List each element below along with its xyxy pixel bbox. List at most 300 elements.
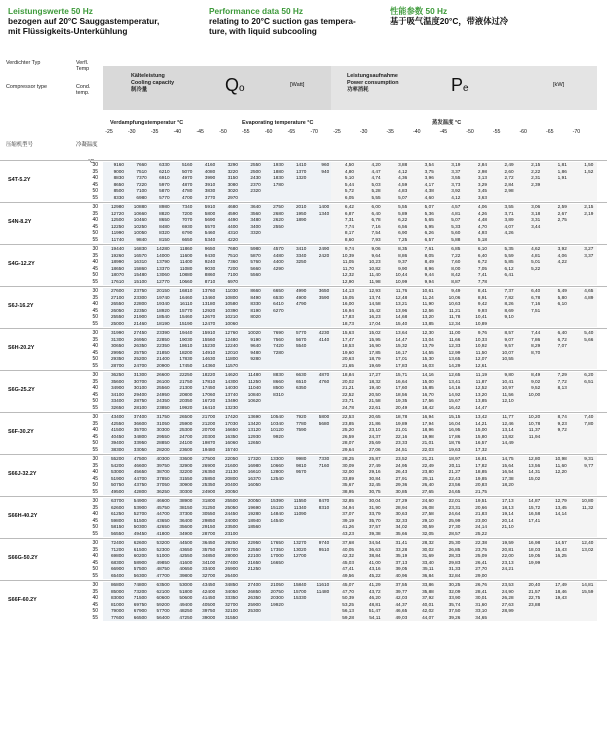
power-cell: 11,50 — [475, 349, 487, 355]
capacity-cell: 37050 — [156, 482, 170, 487]
capacity-cell: 52300 — [156, 546, 170, 552]
power-cell: 17,60 — [395, 385, 408, 390]
capacity-cell: 4760 — [318, 378, 330, 384]
capacity-cell: 31550 — [224, 614, 238, 620]
power-cell: 10,33 — [475, 336, 487, 342]
power-cell: 2,15 — [584, 204, 594, 209]
capacity-cell: 45650 — [133, 469, 147, 474]
capacity-cell: 25900 — [179, 420, 193, 426]
power-cell: 13,85 — [422, 320, 434, 326]
power-cell: 37,07 — [342, 511, 354, 516]
capacity-cell: 16610 — [247, 469, 261, 474]
power-cell: 4,12 — [398, 168, 408, 174]
power-cell: 17,82 — [475, 462, 487, 468]
capacity-cell: 42800 — [133, 488, 147, 494]
cond-temp: 30 — [92, 414, 98, 420]
power-cell: 3,13 — [477, 175, 487, 180]
capacity-cell: 23850 — [156, 404, 170, 410]
capacity-cell: 12930 — [247, 433, 261, 439]
cond-temp: 45 — [92, 475, 98, 482]
capacity-cell: 43750 — [133, 482, 147, 487]
power-cell: 6,05 — [344, 194, 354, 200]
capacity-cell: 14300 — [224, 378, 238, 384]
power-cell: 4,59 — [398, 181, 408, 187]
power-cell: 18,84 — [342, 372, 354, 377]
cond-temp: 30 — [92, 330, 98, 336]
power-cell: 10,80 — [581, 498, 594, 503]
capacity-cell: 4490 — [227, 217, 238, 222]
power-cell: 33,90 — [448, 595, 461, 600]
capacity-cell: 9840 — [136, 236, 147, 242]
header-chinese — [390, 6, 600, 26]
capacity-cell: 79000 — [110, 608, 124, 613]
evap-col-header: -35 — [150, 129, 159, 135]
capacity-cell: 54900 — [133, 498, 147, 503]
power-cell: 7,72 — [557, 378, 567, 384]
capacity-cell: 7660 — [136, 162, 147, 167]
power-cell: 28,33 — [448, 553, 461, 558]
table-row — [331, 573, 597, 580]
cond-temp: 45 — [92, 391, 98, 398]
capacity-cell: 22050 — [224, 456, 238, 461]
table-row — [103, 405, 331, 412]
power-cell: 2,22 — [531, 168, 541, 174]
power-cell: 47,70 — [342, 588, 354, 594]
power-cell: 3,75 — [424, 168, 434, 174]
capacity-cell: 21130 — [225, 469, 238, 474]
capacity-cell: 52700 — [133, 511, 147, 516]
power-cell: 12,56 — [422, 307, 434, 313]
power-cell: 16,90 — [368, 343, 381, 348]
power-cell: 35,74 — [448, 601, 461, 607]
cond-temp: 35 — [92, 462, 98, 469]
cond-temp: 35 — [92, 294, 98, 301]
power-cell: 13,82 — [501, 433, 514, 439]
cond-temp: 50 — [92, 608, 98, 614]
header-zh-line1: 基于吸气温度20°C，带液体过冷 — [390, 16, 509, 26]
capacity-cell: 57700 — [156, 608, 170, 613]
power-cell: 35,67 — [342, 482, 354, 487]
capacity-cell: 7510 — [227, 252, 238, 258]
power-cell: 4,81 — [531, 252, 541, 258]
power-cell: 14,16 — [448, 385, 461, 390]
power-cell: 21,57 — [528, 588, 541, 594]
capacity-cell: 8660 — [250, 288, 261, 293]
power-cell: 7,25 — [398, 236, 408, 242]
cond-temp: 50 — [92, 272, 98, 278]
power-cell: 26,28 — [501, 595, 514, 600]
power-cell: 5,01 — [531, 259, 541, 264]
capacity-cell: 2420 — [318, 252, 330, 258]
power-cell: 4,47 — [371, 168, 381, 174]
power-cell: 30,04 — [368, 498, 381, 503]
power-cell: 14,57 — [555, 540, 567, 545]
cond-temp: 35 — [92, 252, 98, 259]
power-cell: 14,14 — [555, 511, 567, 516]
power-cell: 7,82 — [504, 294, 514, 300]
power-cell: 35,11 — [422, 566, 434, 571]
capacity-cell: 36600 — [133, 420, 147, 426]
power-cell: 39,38 — [368, 530, 381, 536]
capacity-cell: 37850 — [156, 475, 170, 481]
capacity-cell: 17610 — [110, 278, 124, 284]
capacity-cell: 39000 — [202, 614, 216, 620]
power-cell: 19,35 — [395, 398, 408, 403]
capacity-cell: 38300 — [110, 446, 124, 452]
power-cell: 13,65 — [448, 356, 461, 361]
power-cell: 21,83 — [475, 511, 487, 516]
power-cell: 12,90 — [342, 278, 354, 284]
capacity-cell: 26100 — [156, 378, 170, 384]
power-cell: 12,93 — [368, 288, 381, 293]
capacity-cell: 9000 — [113, 168, 124, 174]
capacity-cell: 13760 — [202, 288, 216, 293]
capacity-cell: 6650 — [273, 288, 284, 293]
power-cell: 22,43 — [448, 475, 461, 481]
label-verdichter-typ: Verdichter Typ — [6, 60, 41, 66]
capacity-cell: 3650 — [318, 288, 330, 293]
capacity-cell: 13300 — [270, 456, 284, 461]
capacity-cell: 40500 — [202, 601, 216, 607]
capacity-cell: 2370 — [250, 181, 261, 187]
power-cell: 8,42 — [451, 272, 461, 277]
capacity-cell: 16720 — [202, 398, 216, 403]
power-cell: 5,59 — [504, 252, 514, 258]
capacity-cell: 11740 — [111, 236, 124, 242]
power-cell: 49,03 — [395, 614, 408, 620]
power-cell: 5,80 — [557, 294, 567, 300]
power-cell: 27,29 — [395, 498, 408, 503]
power-cell: 6,00 — [371, 204, 381, 209]
power-cell: 31,41 — [395, 540, 408, 545]
power-cell: 19,51 — [475, 498, 487, 503]
capacity-cell: 71200 — [110, 546, 124, 552]
power-cell: 14,81 — [581, 582, 594, 587]
power-cell: 4,26 — [477, 210, 487, 216]
power-cell: 28,94 — [395, 504, 408, 510]
p-unit: [kW] — [553, 82, 565, 88]
power-cell: 9,94 — [424, 278, 434, 284]
power-cell: 6,10 — [557, 301, 567, 306]
power-cell: 31,60 — [475, 601, 487, 607]
cond-temp: 45 — [92, 517, 98, 524]
capacity-cell: 7590 — [295, 427, 307, 432]
power-cell: 15,67 — [448, 398, 461, 403]
capacity-cell: 6530 — [273, 294, 284, 300]
capacity-cell: 14840 — [270, 511, 284, 516]
capacity-cell: 2500 — [250, 168, 261, 174]
power-cell: 11,76 — [395, 288, 408, 293]
capacity-cell: 9190 — [250, 336, 261, 342]
table-row — [331, 363, 597, 370]
capacity-cell: 5770 — [159, 194, 170, 200]
capacity-cell: 7510 — [136, 168, 147, 174]
capacity-cell: 11400 — [179, 259, 193, 264]
capacity-cell: 26550 — [110, 301, 124, 306]
power-cell: 4,48 — [477, 217, 487, 222]
power-cell: 4,22 — [557, 259, 567, 264]
capacity-cell: 17000 — [270, 553, 284, 558]
power-cell: 2,75 — [557, 217, 567, 222]
power-cell: 15,00 — [422, 378, 434, 384]
cooling-capacity-block — [103, 582, 331, 621]
compressor-group — [0, 202, 607, 244]
capacity-cell: 13790 — [156, 259, 170, 264]
power-cell: 40,96 — [395, 572, 408, 578]
capacity-cell: 1370 — [295, 168, 307, 174]
capacity-cell: 11080 — [179, 265, 193, 271]
capacity-cell: 18220 — [202, 372, 216, 377]
power-cell: 2,59 — [557, 204, 567, 209]
cond-temp: 35 — [92, 168, 98, 175]
q-symbol-sub: o — [239, 83, 245, 94]
capacity-cell: 16980 — [247, 462, 261, 468]
power-cell: 13,20 — [475, 391, 487, 397]
capacity-cell: 53900 — [133, 504, 147, 510]
power-cell: 3,63 — [477, 194, 487, 200]
capacity-cell: 10250 — [133, 223, 147, 229]
power-cell: 10,44 — [395, 272, 408, 277]
capacity-cell: 22350 — [133, 307, 147, 313]
capacity-cell: 51500 — [133, 517, 147, 523]
power-cell: 10,92 — [475, 343, 487, 348]
capacity-cell: 20150 — [156, 288, 170, 293]
capacity-cell: 5160 — [181, 162, 193, 167]
power-cell: 8,60 — [344, 236, 354, 242]
compressor-model: S4G-12.2Y — [8, 261, 35, 267]
capacity-cell: 9920 — [273, 433, 284, 439]
capacity-cell: 23500 — [224, 524, 238, 529]
power-cell: 48,81 — [368, 601, 381, 607]
cond-temp: 55 — [92, 488, 98, 495]
power-cell: 13,96 — [395, 307, 408, 313]
cond-temp-list — [78, 246, 98, 285]
power-cell: 6,26 — [424, 230, 434, 235]
capacity-cell: 11610 — [316, 582, 330, 587]
capacity-cell: 15700 — [293, 588, 307, 594]
power-cell: 4,89 — [584, 294, 594, 300]
capacity-cell: 10620 — [247, 398, 261, 403]
power-cell: 3,19 — [451, 162, 461, 167]
power-cell: 3,88 — [398, 162, 408, 167]
power-cell: 7,05 — [477, 265, 487, 271]
power-cell: 17,41 — [528, 517, 541, 523]
capacity-cell: 48250 — [179, 608, 193, 613]
cond-temp: 45 — [92, 433, 98, 440]
table-row — [103, 531, 331, 538]
power-cell: 10,97 — [501, 385, 514, 390]
capacity-cell: 29950 — [110, 349, 124, 355]
capacity-cell: 69800 — [110, 553, 124, 558]
power-cell: 25,11 — [422, 475, 434, 481]
capacity-cell: 2970 — [227, 194, 238, 200]
capacity-cell: 16410 — [202, 404, 216, 410]
capacity-cell: 60200 — [133, 553, 147, 558]
capacity-cell: 12010 — [224, 349, 238, 355]
capacity-cell: 12800 — [270, 469, 284, 474]
power-cell: 13,41 — [448, 378, 461, 384]
power-consumption-block — [331, 204, 597, 243]
capacity-cell: 33350 — [224, 595, 238, 600]
cond-temp: 50 — [92, 314, 98, 320]
capacity-cell: 8330 — [113, 194, 124, 200]
power-cell: 4,80 — [344, 168, 354, 174]
power-cell: 8,69 — [504, 307, 514, 313]
power-cell: 39,05 — [395, 566, 408, 571]
evap-col-header: -55 — [242, 129, 250, 135]
power-cell: 29,36 — [395, 482, 408, 487]
capacity-cell: 19870 — [202, 440, 216, 445]
capacity-cell: 58900 — [133, 559, 147, 565]
capacity-cell: 66500 — [133, 614, 147, 620]
compressor-group — [0, 580, 607, 622]
power-cell: 15,40 — [395, 320, 408, 326]
power-cell: 26,41 — [475, 559, 487, 565]
capacity-cell: 62600 — [110, 504, 124, 510]
capacity-cell: 4400 — [273, 259, 284, 264]
capacity-cell: 23750 — [133, 288, 147, 293]
power-cell: 15,32 — [395, 343, 408, 348]
capacity-cell: 17030 — [224, 420, 238, 426]
power-cell: 5,18 — [477, 236, 487, 242]
power-cell: 17,04 — [368, 320, 381, 326]
capacity-cell: 7420 — [273, 343, 284, 348]
power-cell: 16,94 — [342, 307, 354, 313]
capacity-cell: 18540 — [156, 314, 170, 319]
capacity-cell: 13420 — [247, 420, 261, 426]
power-cell: 56,13 — [342, 608, 354, 613]
power-cell: 25,09 — [475, 553, 487, 558]
power-cell: 4,07 — [504, 223, 514, 229]
power-cell: 42,02 — [422, 608, 434, 613]
power-cell: 10,39 — [342, 252, 354, 258]
power-cell: 11,60 — [555, 462, 567, 468]
capacity-cell: 31300 — [110, 336, 124, 342]
capacity-cell: 3400 — [250, 223, 261, 229]
power-cell: 47,41 — [342, 566, 354, 571]
capacity-cell: 20700 — [202, 427, 216, 432]
capacity-cell: 5980 — [250, 246, 261, 251]
capacity-cell: 20050 — [247, 498, 261, 503]
power-cell: 18,53 — [342, 343, 354, 348]
power-cell: 4,65 — [584, 288, 594, 293]
capacity-cell: 56400 — [156, 614, 170, 620]
capacity-cell: 20900 — [156, 362, 170, 368]
capacity-cell: 10390 — [224, 307, 238, 313]
power-cell: 20,50 — [368, 391, 381, 397]
capacity-cell: 56300 — [133, 572, 147, 578]
power-cell: 7,07 — [557, 343, 567, 348]
capacity-cell: 1830 — [273, 175, 284, 180]
capacity-cell: 30300 — [156, 427, 170, 432]
power-cell: 5,49 — [557, 288, 567, 293]
capacity-cell: 14630 — [202, 356, 216, 361]
power-cell: 5,55 — [371, 194, 381, 200]
power-cell: 14,47 — [475, 404, 487, 410]
power-cell: 8,91 — [477, 294, 487, 300]
power-cell: 17,83 — [342, 314, 354, 319]
cond-temp: 40 — [92, 469, 98, 475]
table-row — [103, 237, 331, 244]
power-cell: 1,86 — [557, 168, 567, 174]
power-cell: 5,07 — [424, 204, 434, 209]
capacity-cell: 4160 — [204, 162, 216, 167]
cooling-capacity-block — [103, 330, 331, 369]
power-cell: 16,70 — [422, 391, 434, 397]
power-cell: 29,00 — [475, 572, 487, 578]
power-cell: 44,37 — [395, 601, 408, 607]
power-consumption-block — [331, 582, 597, 621]
power-cell: 9,44 — [424, 272, 434, 277]
power-cell: 28,25 — [342, 456, 354, 461]
capacity-cell: 18610 — [179, 343, 193, 348]
power-cell: 18,46 — [555, 588, 567, 594]
power-cell: 5,89 — [398, 210, 408, 216]
header-de-line2: mit Flüssigkeits-Unterkühlung — [8, 26, 128, 36]
capacity-cell: 2550 — [273, 223, 284, 229]
capacity-cell: 1400 — [318, 204, 330, 209]
table-row — [103, 363, 331, 370]
power-cell: 8,26 — [504, 301, 514, 306]
evap-col-header: -30 — [359, 129, 368, 135]
power-cell: 43,16 — [368, 566, 381, 571]
power-cell: 5,85 — [504, 259, 514, 264]
capacity-cell: 18650 — [110, 265, 124, 271]
capacity-cell: 25300 — [179, 427, 193, 432]
capacity-cell: 25000 — [110, 320, 124, 326]
power-cell: 2,15 — [531, 162, 541, 167]
power-cell: 13,56 — [528, 462, 541, 468]
capacity-cell: 4900 — [295, 294, 307, 300]
capacity-cell: 14280 — [156, 246, 170, 251]
power-cell: 30,63 — [395, 511, 408, 516]
capacity-cell: 8480 — [159, 223, 170, 229]
capacity-cell: 8500 — [273, 385, 284, 390]
performance-table-body — [0, 160, 607, 622]
power-cell: 5,55 — [398, 204, 408, 209]
capacity-cell: 8830 — [273, 372, 284, 377]
power-cell: 15,30 — [422, 356, 434, 361]
power-cell: 17,32 — [475, 446, 487, 452]
capacity-cell: 4140 — [318, 336, 330, 342]
power-cell: 28,41 — [475, 588, 487, 594]
capacity-cell: 2750 — [273, 204, 284, 209]
power-cell: 7,86 — [531, 336, 541, 342]
power-cell: 21,10 — [501, 524, 514, 529]
power-cell: 26,43 — [395, 469, 408, 474]
power-consumption-block — [331, 540, 597, 579]
capacity-cell: 20300 — [270, 595, 284, 600]
capacity-cell: 56550 — [110, 530, 124, 536]
capacity-cell: 24000 — [224, 517, 238, 523]
capacity-cell: 4290 — [273, 265, 284, 271]
power-cell: 9,42 — [477, 301, 487, 306]
evap-col-header: -35 — [386, 129, 394, 135]
power-cell: 15,42 — [368, 307, 381, 313]
compressor-group — [0, 286, 607, 328]
power-cell: 3,92 — [451, 188, 461, 193]
power-cell: 33,10 — [475, 608, 487, 613]
power-cell: 42,03 — [395, 595, 408, 600]
power-cell: 30,85 — [395, 488, 408, 494]
power-cell: 22,16 — [395, 433, 408, 439]
power-cell: 14,31 — [528, 469, 541, 474]
capacity-cell: 8330 — [250, 301, 261, 306]
capacity-cell: 18190 — [156, 320, 170, 326]
power-cell: 13,85 — [475, 398, 487, 403]
capacity-cell: 55200 — [110, 456, 124, 461]
capacity-cell: 18070 — [110, 272, 124, 277]
